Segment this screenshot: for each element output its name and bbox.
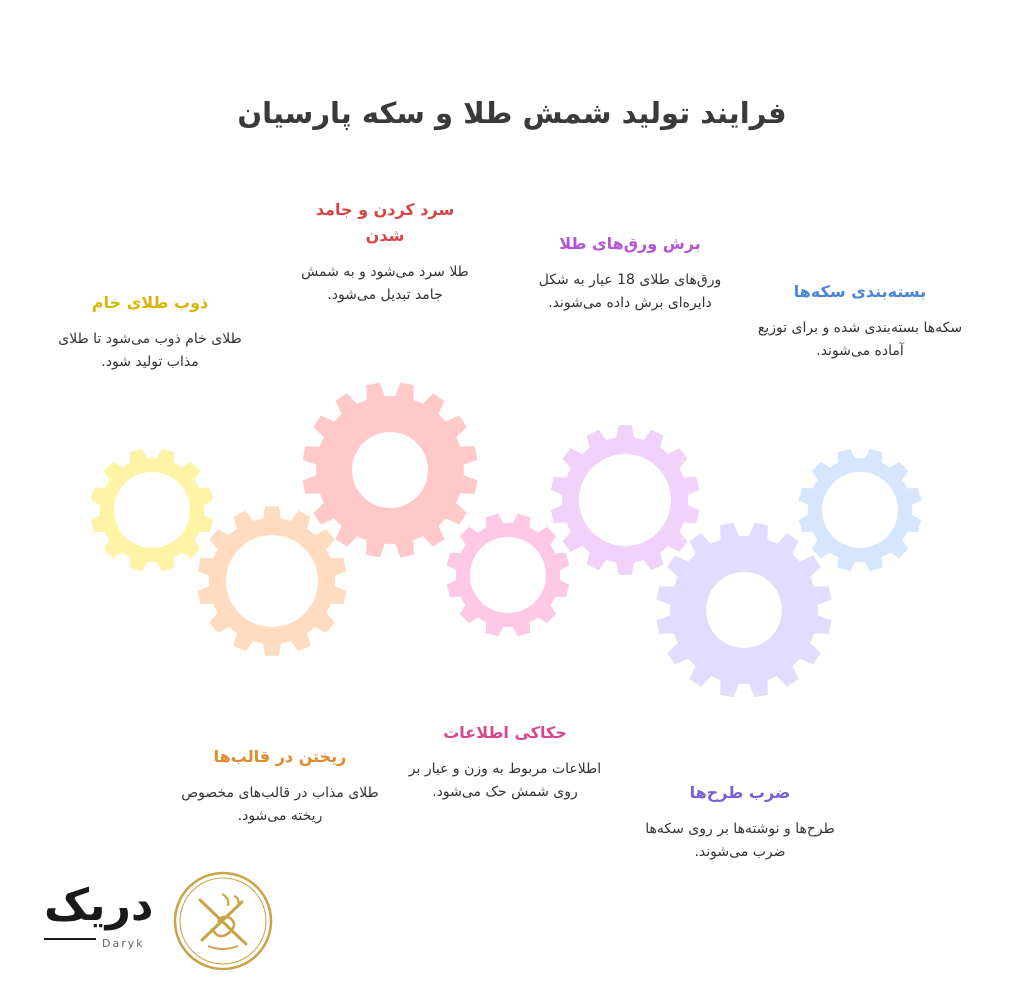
step-pour-title: ریختن در قالب‌ها [213, 747, 347, 766]
page-title: فرایند تولید شمش طلا و سکه پارسیان [237, 96, 787, 130]
step-cut [530, 231, 730, 315]
step-engrave-title: حکاکی اطلاعات [443, 723, 567, 742]
step-cool [300, 197, 470, 307]
gear-cut-icon [551, 425, 700, 574]
step-cut-desc: ورق‌های طلای 18 عیار به شکل دایره‌ای برش داده می‌شوند. [538, 272, 722, 311]
gear-cool-icon [303, 383, 478, 558]
step-strike [640, 780, 840, 864]
step-cut-title: برش ورق‌های طلا [559, 234, 701, 253]
step-melt-title: ذوب طلای خام [91, 293, 209, 312]
brand-logo-subtext: Daryk [102, 937, 145, 950]
gear-pack-icon [799, 449, 921, 571]
gear-pour-icon [198, 506, 347, 655]
brand-logo-underline [44, 938, 96, 940]
step-melt [50, 290, 250, 374]
step-pour [180, 744, 380, 828]
step-engrave [405, 720, 605, 804]
brand-logo-text: دریک [44, 880, 154, 931]
step-melt-desc: طلای خام ذوب می‌شود تا طلای مذاب تولید شود. [58, 331, 242, 370]
step-cool-title: سرد کردن و جامد شدن [315, 200, 455, 245]
gear-melt-icon [91, 449, 213, 571]
step-pack [755, 279, 965, 363]
brand-seal-icon [172, 870, 274, 972]
step-strike-title: ضرب طرح‌ها [689, 783, 791, 802]
step-pour-desc: طلای مذاب در قالب‌های مخصوص ریخته می‌شود. [181, 785, 379, 824]
step-strike-desc: طرح‌ها و نوشته‌ها بر روی سکه‌ها ضرب می‌شوند. [645, 821, 835, 860]
step-pack-title: بسته‌بندی سکه‌ها [793, 282, 927, 301]
gear-engrave-icon [447, 514, 569, 636]
step-engrave-desc: اطلاعات مربوط به وزن و عیار بر روی شمش حک می‌شود. [408, 761, 602, 800]
gear-strike-icon [657, 523, 832, 698]
step-pack-desc: سکه‌ها بسته‌بندی شده و برای توزیع آماده می‌شوند. [757, 320, 963, 359]
step-cool-desc: طلا سرد می‌شود و به شمش جامد تبدیل می‌شود. [301, 264, 469, 303]
